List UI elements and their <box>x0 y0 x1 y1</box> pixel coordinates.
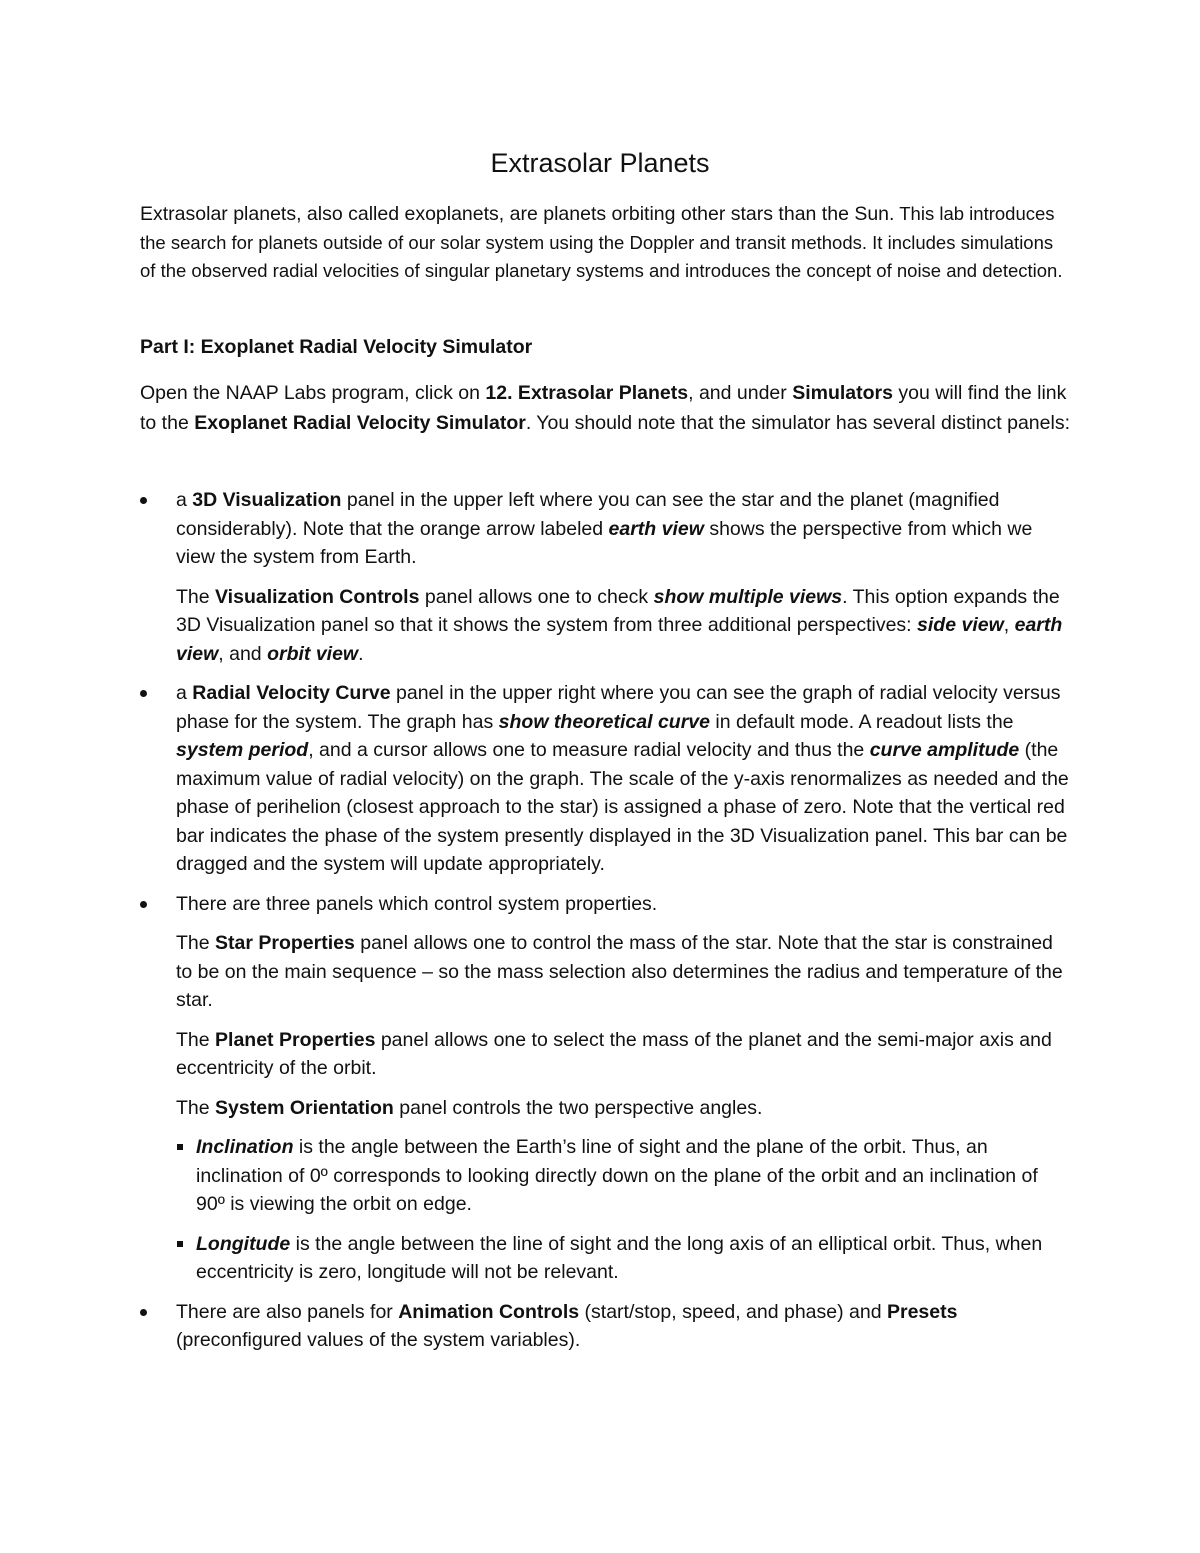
text-run: (preconfigured values of the system variables). <box>176 1329 581 1351</box>
text-run: a <box>176 682 193 704</box>
bold-run: 12. Extrasolar Planets <box>485 382 689 404</box>
bold-run: Radial Velocity Curve <box>192 682 391 704</box>
list-item-radial-velocity-curve <box>140 679 1070 879</box>
bold-italic-run: curve amplitude <box>869 739 1020 761</box>
text-run: Open the NAAP Labs program, click on <box>140 382 486 404</box>
bold-italic-run: show multiple views <box>653 585 843 608</box>
intro-lead: Extrasolar planets, also called exoplanets, are planets orbiting other stars than the Sun. <box>140 203 895 225</box>
list-item-3d-visualization <box>140 486 1070 668</box>
square-bullet-icon <box>177 1241 183 1247</box>
bold-italic-run: earth view <box>176 614 1063 665</box>
text-run: The <box>176 1096 216 1119</box>
bold-run: Presets <box>886 1300 958 1323</box>
text-run: . You should note that the simulator has several distinct panels: <box>525 412 1070 434</box>
bold-run: Visualization Controls <box>215 585 420 608</box>
text-run: The <box>176 585 216 608</box>
bold-italic-run: system period <box>176 739 309 761</box>
system-orientation-paragraph <box>176 1094 1070 1123</box>
text-run: panel allows one to control the mass of the star. Note that the star is constrained to be on the main sequence – so the mass selection also determines the radius and temperature of the star. <box>176 932 1063 1011</box>
bold-italic-run: show theoretical curve <box>498 710 710 733</box>
part1-heading: Part I: Exoplanet Radial Velocity Simulator <box>140 336 533 358</box>
text-run: a <box>176 489 193 511</box>
text-run: panel in the upper right where you can see the graph of radial velocity versus phase for the system. The graph has <box>176 682 1061 733</box>
item-text <box>176 486 1070 572</box>
list-item-animation-presets <box>140 1298 1070 1355</box>
bold-italic-run: Inclination <box>196 1136 294 1158</box>
text-run: is the angle between the Earth’s line of sight and the plane of the orbit. Thus, an inclination of 0º corresponds to looking directly down on the plane of the orbit and an inclination of 90º is viewing the orbit on edge. <box>196 1136 1038 1215</box>
sub-list-item-inclination <box>176 1133 1070 1219</box>
intro-rest: This lab introduces the search for planets outside of our solar system using the Doppler and transit methods. It includes simulations of the observed radial velocities of singular planetary systems and introduces the concept of noise and detection. <box>140 203 1063 281</box>
text-run: panel allows one to check <box>419 585 654 608</box>
bullet-dot-icon <box>140 690 147 697</box>
bullet-dot-icon <box>140 497 147 504</box>
star-properties-paragraph <box>176 929 1070 1015</box>
text-run: The <box>176 932 216 954</box>
bold-run: Animation Controls <box>398 1300 580 1323</box>
bold-run: Simulators <box>792 382 893 404</box>
text-run: panel in the upper left where you can see the star and the planet (magnified considerably). Note that the orange arrow labeled <box>176 489 1000 540</box>
bold-run: Exoplanet Radial Velocity Simulator <box>194 412 526 434</box>
text-run: , <box>1003 614 1015 636</box>
text-run: (start/stop, speed, and phase) and <box>579 1300 887 1323</box>
intro-paragraph <box>140 200 1070 286</box>
bold-italic-run: orbit view <box>267 642 359 665</box>
text-run: , and under <box>688 382 793 404</box>
item-text <box>176 679 1070 879</box>
visualization-controls-paragraph <box>176 583 1070 669</box>
square-bullet-icon <box>177 1144 183 1150</box>
bold-italic-run: earth view <box>608 517 704 540</box>
planet-properties-paragraph <box>176 1026 1070 1083</box>
text-run: is the angle between the line of sight and the long axis of an elliptical orbit. Thus, when eccentricity is zero, longitude will not be relevant. <box>196 1232 1043 1283</box>
orientation-sub-list <box>176 1133 1070 1287</box>
text-run: , and a cursor allows one to measure radial velocity and thus the <box>308 739 870 761</box>
bullet-dot-icon <box>140 901 147 908</box>
item-text: There are three panels which control system properties. <box>176 892 658 915</box>
text-run: (the maximum value of radial velocity) on the graph. The scale of the y-axis renormalizes as needed and the phase of perihelion (closest approach to the star) is assigned a phase of zero. Note that the vertical red bar indicates the phase of the system presently displayed in the 3D Visualization panel. This bar can be dragged and the system will update appropriately. <box>176 739 1069 875</box>
bold-italic-run: Longitude <box>196 1232 291 1255</box>
document-title: Extrasolar Planets <box>490 148 710 178</box>
bold-run: System Orientation <box>215 1096 394 1119</box>
text-run: panel allows one to select the mass of the planet and the semi-major axis and eccentricity of the orbit. <box>176 1028 1052 1079</box>
text-run: shows the perspective from which we view the system from Earth. <box>176 517 1033 568</box>
text-run: . This option expands the 3D Visualization panel so that it shows the system from three additional perspectives: <box>176 585 1060 636</box>
open-instructions-paragraph <box>140 378 1070 438</box>
panel-list <box>140 486 1070 1366</box>
text-run: . <box>358 642 364 665</box>
bold-run: Star Properties <box>215 932 355 954</box>
bold-run: 3D Visualization <box>192 489 342 511</box>
text-run: , and <box>218 642 268 665</box>
list-item-system-properties <box>140 890 1070 1287</box>
sub-list-item-longitude <box>176 1230 1070 1287</box>
bold-italic-run: side view <box>917 614 1004 636</box>
bullet-dot-icon <box>140 1309 147 1316</box>
item-text <box>176 1298 1070 1355</box>
bold-run: Planet Properties <box>215 1028 376 1051</box>
text-run: in default mode. A readout lists the <box>709 710 1014 733</box>
text-run: There are also panels for <box>176 1300 399 1323</box>
text-run: The <box>176 1028 216 1051</box>
text-run: you will find the link to the <box>140 382 1067 434</box>
text-run: panel controls the two perspective angles. <box>393 1096 763 1119</box>
